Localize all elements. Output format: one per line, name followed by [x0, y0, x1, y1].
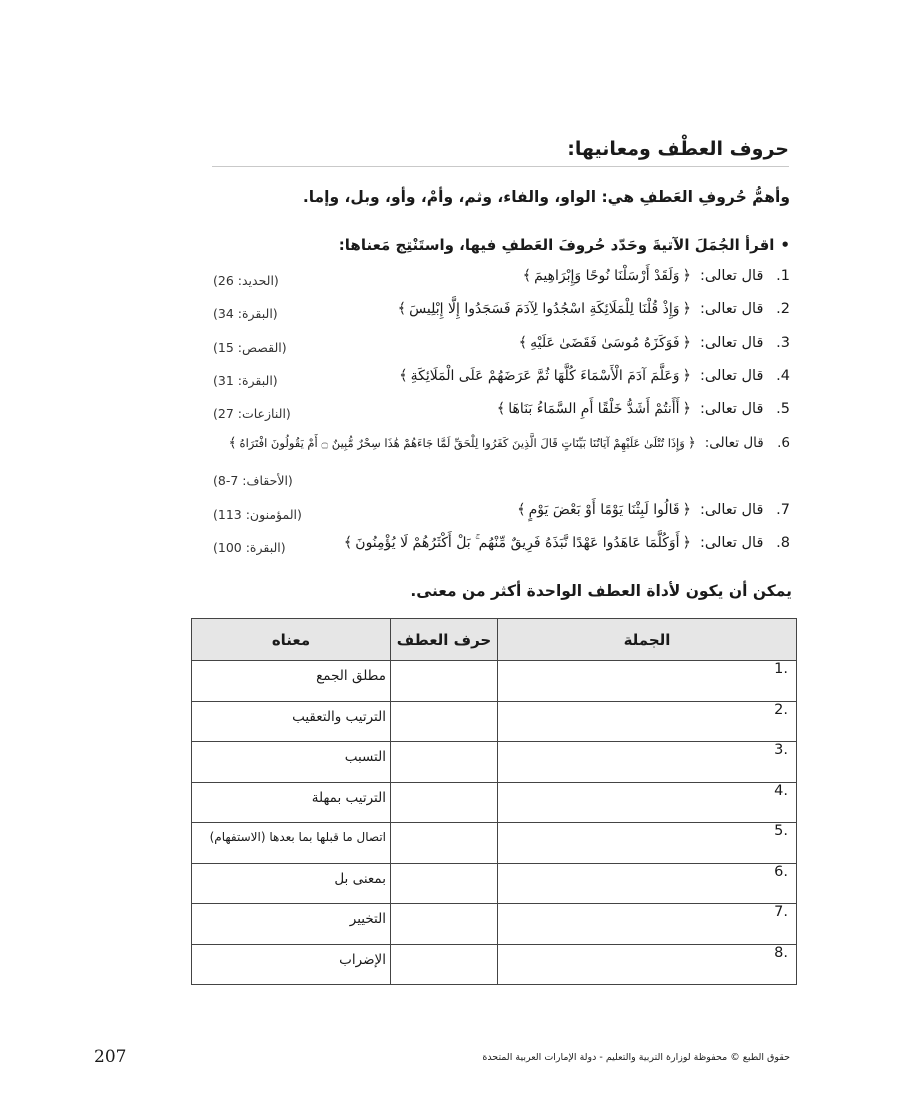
conjunction-cell[interactable]: [391, 701, 498, 742]
verse-text: أَأَنتُمْ أَشَدُّ خَلْقًا أَمِ السَّمَاءُ بَنَاهَا: [508, 401, 680, 417]
table-row: [192, 944, 797, 985]
verse-reference: (الحديد: 26): [213, 273, 279, 288]
verse-reference: (القصص: 15): [213, 340, 287, 355]
table-row: [192, 661, 797, 702]
meaning-value: اتصال ما قبلها بما بعدها (الاستفهام): [209, 830, 386, 844]
verse-text: فَوَكَزَهُ مُوسَىٰ فَقَضَىٰ عَلَيْهِ: [530, 335, 680, 351]
verse-number: 8.: [776, 535, 790, 551]
meaning-value: الإضراب: [339, 951, 386, 968]
table-row: [192, 904, 797, 945]
verse-number: 4.: [776, 368, 790, 384]
verse-reference: (المؤمنون: 113): [213, 507, 302, 522]
meaning-cell: [192, 823, 391, 864]
table-row: [192, 823, 797, 864]
meaning-cell: [192, 944, 391, 985]
meaning-value: مطلق الجمع: [316, 668, 386, 684]
row-number: 6.: [774, 863, 788, 880]
open-bracket: ﴿: [682, 535, 692, 551]
header-sentence: الجملة: [498, 619, 797, 661]
conjunction-cell[interactable]: [391, 782, 498, 823]
verse-lead: قال تعالى:: [700, 301, 764, 317]
verse-row: [200, 368, 790, 394]
meaning-value: التخيير: [349, 911, 386, 927]
verse-text: أَوَكُلَّمَا عَاهَدُوا عَهْدًا نَّبَذَهُ فَرِيقٌ مِّنْهُم ۚ بَلْ أَكْثَرُهُمْ لَا يُؤْمِنُونَ: [355, 535, 680, 551]
close-bracket: ﴾: [518, 335, 528, 351]
row-number: 4.: [774, 782, 788, 799]
verse-number: 7.: [776, 502, 790, 518]
conjunction-cell[interactable]: [391, 863, 498, 904]
table-row: [192, 863, 797, 904]
close-bracket: ﴾: [228, 435, 237, 451]
sentence-cell[interactable]: [498, 661, 797, 702]
meaning-cell: [192, 742, 391, 783]
verse-lead: قال تعالى:: [700, 401, 764, 417]
conjunction-cell[interactable]: [391, 904, 498, 945]
verse-row: [200, 535, 790, 561]
close-bracket: ﴾: [496, 401, 506, 417]
verse-reference: (البقرة: 31): [213, 373, 278, 388]
verse-number: 2.: [776, 301, 790, 317]
verse-text: وَلَقَدْ أَرْسَلْنَا نُوحًا وَإِبْرَاهِيمَ: [534, 268, 680, 284]
verse-lead: قال تعالى:: [700, 335, 764, 351]
verse-reference: (البقرة: 34): [213, 306, 278, 321]
sentence-cell[interactable]: [498, 944, 797, 985]
close-bracket: ﴾: [522, 268, 532, 284]
verse-row: [200, 335, 790, 361]
open-bracket: ﴿: [687, 435, 696, 451]
verse-lead: قال تعالى:: [704, 435, 764, 451]
meaning-cell: [192, 661, 391, 702]
open-bracket: ﴿: [682, 368, 692, 384]
verse-number: 1.: [776, 268, 790, 284]
verse-reference: (الأحقاف: 7-8): [213, 473, 293, 488]
verse-row: [200, 268, 790, 294]
open-bracket: ﴿: [682, 301, 692, 317]
meaning-cell: [192, 904, 391, 945]
bullet: •: [780, 236, 790, 254]
open-bracket: ﴿: [682, 268, 692, 284]
note-text: يمكن أن يكون لأداة العطف الواحدة أكثر من معنى.: [410, 582, 792, 600]
sentence-cell[interactable]: [498, 742, 797, 783]
sentence-cell[interactable]: [498, 782, 797, 823]
row-number: 3.: [774, 742, 788, 758]
close-bracket: ﴾: [343, 535, 353, 551]
verse-row: [178, 435, 790, 461]
close-bracket: ﴾: [399, 368, 408, 384]
open-bracket: ﴿: [682, 502, 692, 518]
row-number: 7.: [774, 904, 788, 920]
conjunction-cell[interactable]: [391, 823, 498, 864]
instruction: [200, 236, 790, 254]
conjunction-cell[interactable]: [391, 742, 498, 783]
verse-lead: قال تعالى:: [700, 502, 764, 518]
row-number: 8.: [774, 944, 788, 961]
verse-text: وَعَلَّمَ آدَمَ الْأَسْمَاءَ كُلَّهَا ثُمَّ عَرَضَهُمْ عَلَى الْمَلَائِكَةِ: [410, 368, 680, 384]
sentence-cell[interactable]: [498, 823, 797, 864]
row-number: 5.: [774, 823, 788, 839]
meaning-value: بمعنى بل: [334, 870, 386, 887]
instruction-text: اقرأ الجُمَلَ الآتيةَ وحَدّد حُروفَ العَطفِ فيها، واستَنْتِج مَعناها:: [338, 236, 775, 254]
verse-reference: (البقرة: 100): [213, 540, 286, 555]
header-meaning: معناه: [192, 619, 391, 661]
verse-lead: قال تعالى:: [700, 535, 764, 551]
row-number: 2.: [774, 701, 788, 718]
meaning-cell: [192, 863, 391, 904]
meaning-value: الترتيب والتعقيب: [292, 708, 386, 725]
verse-lead: قال تعالى:: [700, 368, 764, 384]
verse-text: قَالُوا لَبِثْنَا يَوْمًا أَوْ بَعْضَ يَوْمٍ: [528, 502, 680, 518]
sentence-cell[interactable]: [498, 904, 797, 945]
table-header-row: [192, 619, 797, 661]
table-row: [192, 782, 797, 823]
conjunction-cell[interactable]: [391, 661, 498, 702]
verse-number: 6.: [777, 435, 790, 451]
table-row: [192, 701, 797, 742]
meaning-value: التسبب: [344, 749, 386, 765]
verse-text: وَإِذَا تُتْلَىٰ عَلَيْهِمْ آيَاتُنَا بَيِّنَاتٍ قَالَ الَّذِينَ كَفَرُوا لِلْحَقِّ لَمَّا جَاءَهُمْ هَٰذَا سِحْرٌ مُّبِينٌ ۝ أَمْ يَقُولُونَ افْتَرَاهُ: [239, 436, 685, 450]
verse-row: [200, 301, 790, 327]
row-number: 1.: [774, 661, 788, 677]
page-number: 207: [94, 1047, 127, 1067]
copyright-footer: حقوق الطبع © محفوظة لوزارة التربية والتعليم - دولة الإمارات العربية المتحدة: [482, 1052, 790, 1063]
close-bracket: ﴾: [517, 502, 526, 518]
verse-number: 3.: [776, 335, 790, 351]
verse-reference: (النازعات: 27): [213, 406, 291, 421]
sentence-cell[interactable]: [498, 863, 797, 904]
meaning-cell: [192, 782, 391, 823]
open-bracket: ﴿: [682, 401, 692, 417]
sentence-cell[interactable]: [498, 701, 797, 742]
verse-text: وَإِذْ قُلْنَا لِلْمَلَائِكَةِ اسْجُدُوا لِآدَمَ فَسَجَدُوا إِلَّا إِبْلِيسَ: [409, 301, 680, 317]
table-row: [192, 742, 797, 783]
intro-text: وأهمُّ حُروفِ العَطفِ هي: الواو، والفاء، وثم، وأمْ، وأو، وبل، وإما.: [302, 188, 790, 206]
open-bracket: ﴿: [682, 335, 692, 351]
meaning-value: الترتيب بمهلة: [311, 789, 386, 806]
section-title: حروف العطْف ومعانيها:: [212, 138, 789, 167]
verse-number: 5.: [776, 401, 790, 417]
meaning-cell: [192, 701, 391, 742]
header-conjunction: حرف العطف: [391, 619, 498, 661]
conjunction-cell[interactable]: [391, 944, 498, 985]
verse-lead: قال تعالى:: [700, 268, 764, 284]
close-bracket: ﴾: [397, 301, 407, 317]
conjunctions-table: [191, 618, 797, 985]
